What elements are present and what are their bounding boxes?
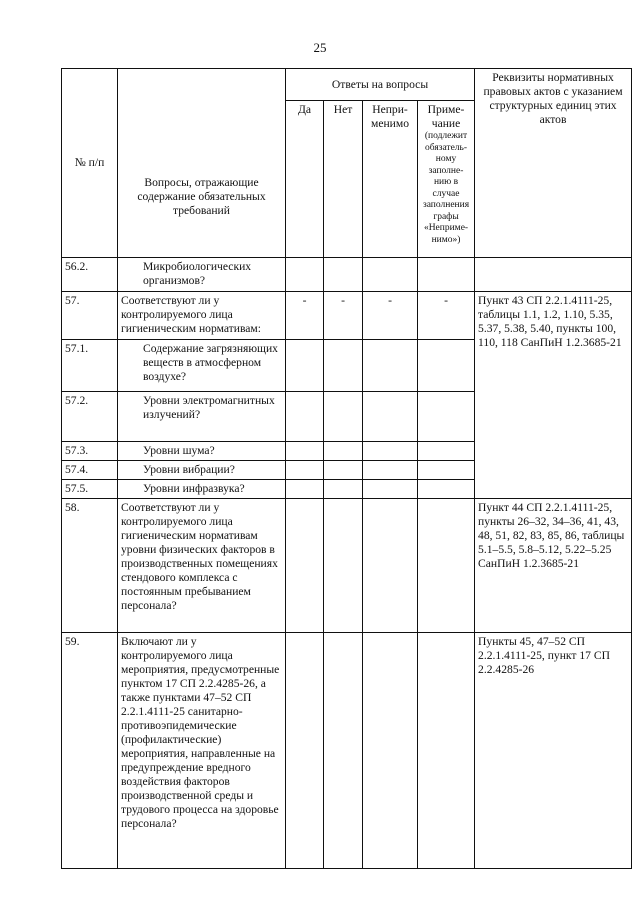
cell-note bbox=[418, 340, 475, 392]
row-num: 57.2. bbox=[62, 392, 118, 442]
cell-note bbox=[418, 258, 475, 292]
header-na: Непри-менимо bbox=[363, 101, 418, 258]
row-question: Уровни инфразвука? bbox=[118, 480, 286, 499]
cell-na bbox=[363, 340, 418, 392]
cell-requisites: Пункт 43 СП 2.2.1.4111-25, таблицы 1.1, 1.2, 1.10, 5.35, 5.37, 5.38, 5.40, пункты 100, 110, 118 СанПиН 1.2.3685-21 bbox=[475, 292, 632, 499]
cell-no bbox=[324, 258, 363, 292]
row-num: 57.3. bbox=[62, 442, 118, 461]
cell-na bbox=[363, 258, 418, 292]
cell-na bbox=[363, 442, 418, 461]
row-num: 57.1. bbox=[62, 340, 118, 392]
cell-na bbox=[363, 633, 418, 869]
row-question: Содержание загрязняющих веществ в атмосферном воздухе? bbox=[118, 340, 286, 392]
cell-requisites: Пункты 45, 47–52 СП 2.2.1.4111-25, пункт 17 СП 2.2.4285-26 bbox=[475, 633, 632, 869]
table-row bbox=[62, 499, 632, 633]
cell-note bbox=[418, 461, 475, 480]
cell-yes bbox=[286, 442, 324, 461]
header-yes: Да bbox=[286, 101, 324, 258]
cell-no bbox=[324, 340, 363, 392]
row-num: 57.4. bbox=[62, 461, 118, 480]
row-num: 57. bbox=[62, 292, 118, 340]
table-row bbox=[62, 633, 632, 869]
cell-yes bbox=[286, 633, 324, 869]
cell-note bbox=[418, 480, 475, 499]
row-question: Уровни шума? bbox=[118, 442, 286, 461]
header-question: Вопросы, отражающие содержание обязательных требований bbox=[118, 69, 286, 258]
cell-yes bbox=[286, 461, 324, 480]
header-answers: Ответы на вопросы bbox=[286, 69, 475, 101]
cell-na bbox=[363, 392, 418, 442]
row-num: 59. bbox=[62, 633, 118, 869]
cell-na: - bbox=[363, 292, 418, 340]
cell-no bbox=[324, 480, 363, 499]
cell-no bbox=[324, 392, 363, 442]
row-question: Микробиологических организмов? bbox=[118, 258, 286, 292]
header-note bbox=[418, 101, 475, 258]
table-header-row bbox=[62, 69, 632, 101]
header-num: № п/п bbox=[62, 69, 118, 258]
row-num: 58. bbox=[62, 499, 118, 633]
row-question: Уровни вибрации? bbox=[118, 461, 286, 480]
row-num: 56.2. bbox=[62, 258, 118, 292]
cell-yes bbox=[286, 258, 324, 292]
checklist-table bbox=[61, 68, 632, 869]
cell-na bbox=[363, 480, 418, 499]
cell-note bbox=[418, 633, 475, 869]
header-note-small: (подлежит обязатель-ному заполне-нию в случае заполнения графы «Неприме-нимо») bbox=[422, 131, 470, 245]
header-note-main: Приме-чание bbox=[427, 103, 465, 130]
table-row bbox=[62, 258, 632, 292]
row-question: Соответствуют ли у контролируемого лица гигиеническим нормативам: bbox=[118, 292, 286, 340]
cell-note: - bbox=[418, 292, 475, 340]
cell-yes: - bbox=[286, 292, 324, 340]
cell-no bbox=[324, 499, 363, 633]
header-requisites: Реквизиты нормативных правовых актов с указанием структурных единиц этих актов bbox=[475, 69, 632, 258]
cell-note bbox=[418, 392, 475, 442]
cell-no: - bbox=[324, 292, 363, 340]
row-num: 57.5. bbox=[62, 480, 118, 499]
cell-yes bbox=[286, 480, 324, 499]
cell-note bbox=[418, 442, 475, 461]
cell-na bbox=[363, 499, 418, 633]
row-question: Соответствуют ли у контролируемого лица гигиеническим нормативам уровни физических факторов в производственных помещениях стендового комплекса с постоянным пребыванием персонала? bbox=[118, 499, 286, 633]
header-no: Нет bbox=[324, 101, 363, 258]
cell-note bbox=[418, 499, 475, 633]
cell-yes bbox=[286, 499, 324, 633]
cell-no bbox=[324, 442, 363, 461]
cell-na bbox=[363, 461, 418, 480]
cell-no bbox=[324, 633, 363, 869]
page-number: 25 bbox=[313, 40, 327, 55]
cell-no bbox=[324, 461, 363, 480]
row-question: Включают ли у контролируемого лица мероприятия, предусмотренные пунктом 17 СП 2.2.4285-26, а также пунктами 47–52 СП 2.2.1.4111-25 санитарно-противоэпидемические (профилактические) мероприятия, направленные на предупреждение вредного воздействия факторов производственной среды и трудового процесса на здоровье персонала? bbox=[118, 633, 286, 869]
cell-yes bbox=[286, 340, 324, 392]
cell-requisites bbox=[475, 258, 632, 292]
cell-requisites: Пункт 44 СП 2.2.1.4111-25, пункты 26–32, 34–36, 41, 43, 48, 51, 82, 83, 85, 86, таблицы 5.1–5.5, 5.8–5.12, 5.22–5.25 СанПиН 1.2.3685-21 bbox=[475, 499, 632, 633]
cell-yes bbox=[286, 392, 324, 442]
table-row bbox=[62, 292, 632, 340]
row-question: Уровни электромагнитных излучений? bbox=[118, 392, 286, 442]
